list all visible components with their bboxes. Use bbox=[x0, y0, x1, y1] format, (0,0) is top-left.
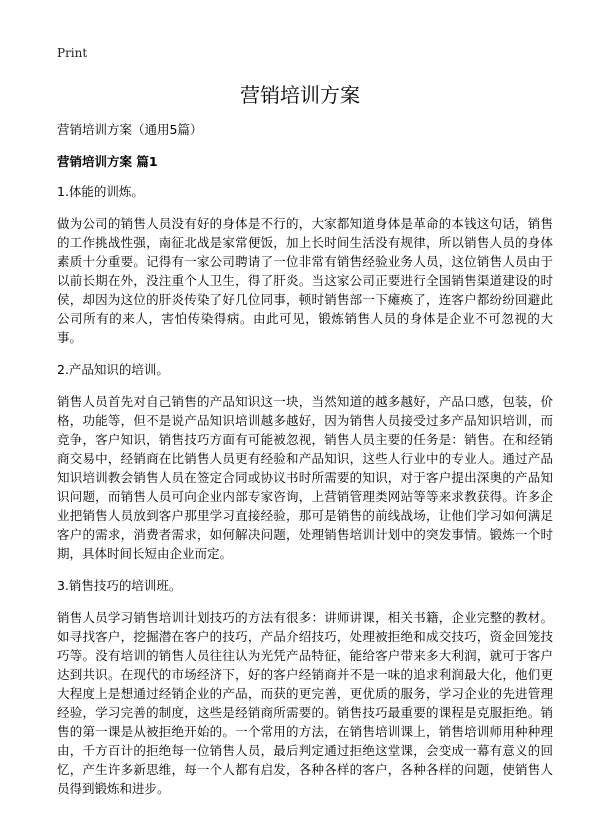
item-paragraph-1: 做为公司的销售人员没有好的身体是不行的，大家都知道身体是革命的本钱这句话，销售的工作挑战性强，南征北战是家常便饭，加上长时间生活没有规律，所以销售人员的身体素质十分重要。记得有一家公司聘请了一位非常有销售经验业务人员，这位销售人员由于以前长期在外，没注重个人卫生，得了肝炎。当这家公司正要进行全国销售渠道建设的时侯，却因为这位的肝炎传染了好几位同事，顿时销售部一下瘫痪了，连客户都纷纷回避此公司所有的来人，害怕传染得病。由此可见，锻炼销售人员的身体是企业不可忽视的大事。 bbox=[57, 216, 553, 345]
item-heading-2: 2.产品知识的培训。 bbox=[57, 362, 169, 377]
item-heading-3: 3.销售技巧的培训班。 bbox=[57, 578, 182, 593]
article-content bbox=[57, 120, 553, 811]
section-heading: 营销培训方案 篇1 bbox=[57, 154, 158, 169]
item-paragraph-2: 销售人员首先对自己销售的产品知识这一块，当然知道的越多越好，产品口感，包装，价格，功能等，但不是说产品知识培训越多越好，因为销售人员接受过多产品知识培训，而竞争，客户知识，销售技巧方面有可能被忽视，销售人员主要的任务是：销售。在和经销商交易中，经销商在比销售人员更有经验和产品知识，这些人行业中的专业人。通过产品知识培训教会销售人员在签定合同或协议书时所需要的知识，对于客户提出深奥的产品知识问题，而销售人员可向企业内部专家咨询，上营销管理类网站等等来求教获得。许多企业把销售人员放到客户那里学习直接经验，那可是销售的前线战场，让他们学习如何满足客户的需求，消费者需求，如何解决问题，处理销售培训计划中的突发事情。锻炼一个时期，具体时间长短由企业而定。 bbox=[57, 394, 553, 561]
item-heading-1: 1.体能的训炼。 bbox=[57, 184, 144, 199]
document-subtitle: 营销培训方案（通用5篇） bbox=[57, 122, 203, 137]
item-paragraph-3: 销售人员学习销售培训计划技巧的方法有很多：讲师讲课，相关书籍，企业完整的教材。如寻找客户，挖掘潜在客户的技巧，产品介绍技巧，处理被拒绝和成交技巧，资金回笼技巧等。没有培训的销售人员往往认为光凭产品特征，能给客户带来多大利润，就可于客户达到共识。在现代的市场经济下，好的客户经销商并不是一味的追求利润最大化，他们更大程度上是想通过经销企业的产品，而获的更完善，更优质的服务，学习企业的先进管理经验，学习完善的制度，这些是经销商所需要的。销售技巧最重要的课程是克服拒绝。销售的第一课是从被拒绝开始的。一个常用的方法，在销售培训课上，销售培训师用种种理由，千方百计的拒绝每一位销售人员，最后判定通过拒绝这堂课，会变成一幕有意义的回忆，产生许多新思维，每一个人都有启发，各种各样的客户，各种各样的问题，使销售人员得到锻炼和进步。 bbox=[57, 610, 553, 796]
page-title: 营销培训方案 bbox=[240, 83, 360, 107]
print-link[interactable]: Print bbox=[57, 46, 88, 60]
